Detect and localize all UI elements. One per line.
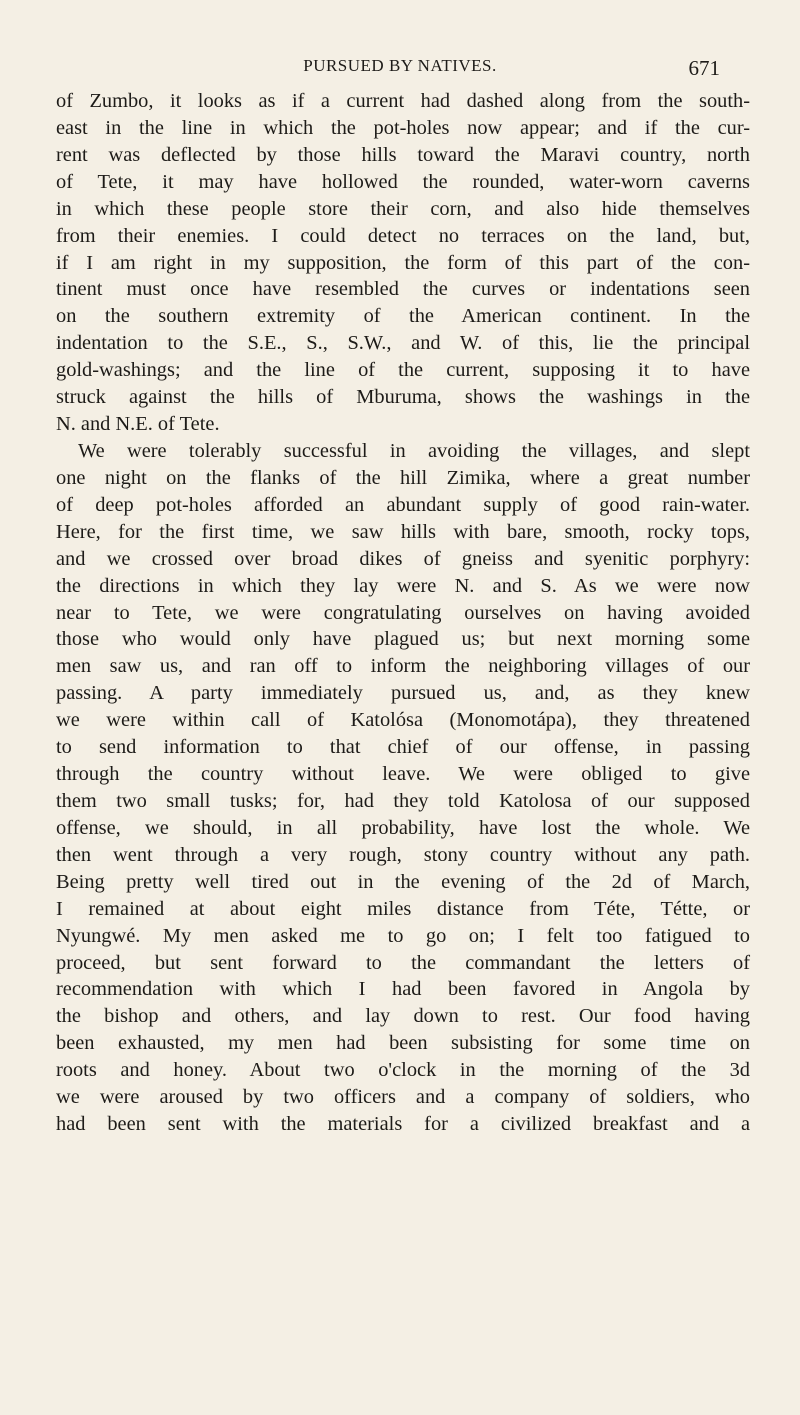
text-line: we were within call of Katolósa (Monomotápa), they threatened [56,709,750,732]
text-line: near to Tete, we were congratulating ourselves on having avoided [56,601,750,624]
text-line: through the country without leave. We were obliged to give [56,763,750,786]
text-line: tinent must once have resembled the curves or indentations seen [56,278,750,301]
text-line: gold-washings; and the line of the current, supposing it to have [56,359,750,382]
paragraph-1 [56,88,750,438]
text-line: if I am right in my supposition, the form of this part of the con- [56,251,750,274]
text-line: had been sent with the materials for a civilized breakfast and a [56,1113,750,1136]
text-line: We were tolerably successful in avoiding the villages, and slept [78,439,750,462]
text-line: proceed, but sent forward to the commandant the letters of [56,951,750,974]
body-text [56,88,750,1138]
text-line: and we crossed over broad dikes of gneiss and syenitic porphyry: [56,547,750,570]
text-line: in which these people store their corn, and also hide themselves [56,197,750,220]
paragraph-2 [56,438,750,1138]
text-line: of Tete, it may have hollowed the rounded, water-worn caverns [56,170,750,193]
text-line: them two small tusks; for, had they told Katolosa of our supposed [56,789,750,812]
text-line: indentation to the S.E., S., S.W., and W. of this, lie the principal [56,332,750,355]
page-number: 671 [688,56,720,80]
text-line: we were aroused by two officers and a company of soldiers, who [56,1086,750,1109]
text-line: roots and honey. About two o'clock in the morning of the 3d [56,1059,750,1082]
text-line: then went through a very rough, stony country without any path. [56,843,750,866]
text-line: of deep pot-holes afforded an abundant supply of good rain-water. [56,493,750,516]
text-line: offense, we should, in all probability, have lost the whole. We [56,816,750,839]
text-line: on the southern extremity of the American continent. In the [56,305,750,328]
text-line: from their enemies. I could detect no terraces on the land, but, [56,224,750,247]
text-line: recommendation with which I had been favored in Angola by [56,978,750,1001]
text-line: the directions in which they lay were N. and S. As we were now [56,574,750,597]
text-line: men saw us, and ran off to inform the neighboring villages of our [56,655,750,678]
running-title: PURSUED BY NATIVES. [303,56,497,75]
text-line: I remained at about eight miles distance from Téte, Tétte, or [56,897,750,920]
running-head [0,50,800,80]
text-line: of Zumbo, it looks as if a current had dashed along from the south- [56,90,750,112]
text-line: N. and N.E. of Tete. [56,413,220,436]
text-line: east in the line in which the pot-holes now appear; and if the cur- [56,116,750,139]
text-line: struck against the hills of Mburuma, shows the washings in the [56,386,750,409]
text-line: Here, for the first time, we saw hills with bare, smooth, rocky tops, [56,520,750,543]
text-line: been exhausted, my men had been subsisting for some time on [56,1032,750,1055]
text-line: Being pretty well tired out in the evening of the 2d of March, [56,870,750,893]
text-line: the bishop and others, and lay down to rest. Our food having [56,1005,750,1028]
text-line: passing. A party immediately pursued us, and, as they knew [56,682,750,705]
text-line: one night on the flanks of the hill Zimika, where a great number [56,466,750,489]
text-line: rent was deflected by those hills toward the Maravi country, north [56,143,750,166]
text-line: those who would only have plagued us; but next morning some [56,628,750,651]
text-line: Nyungwé. My men asked me to go on; I felt too fatigued to [56,924,750,947]
text-line: to send information to that chief of our offense, in passing [56,736,750,759]
